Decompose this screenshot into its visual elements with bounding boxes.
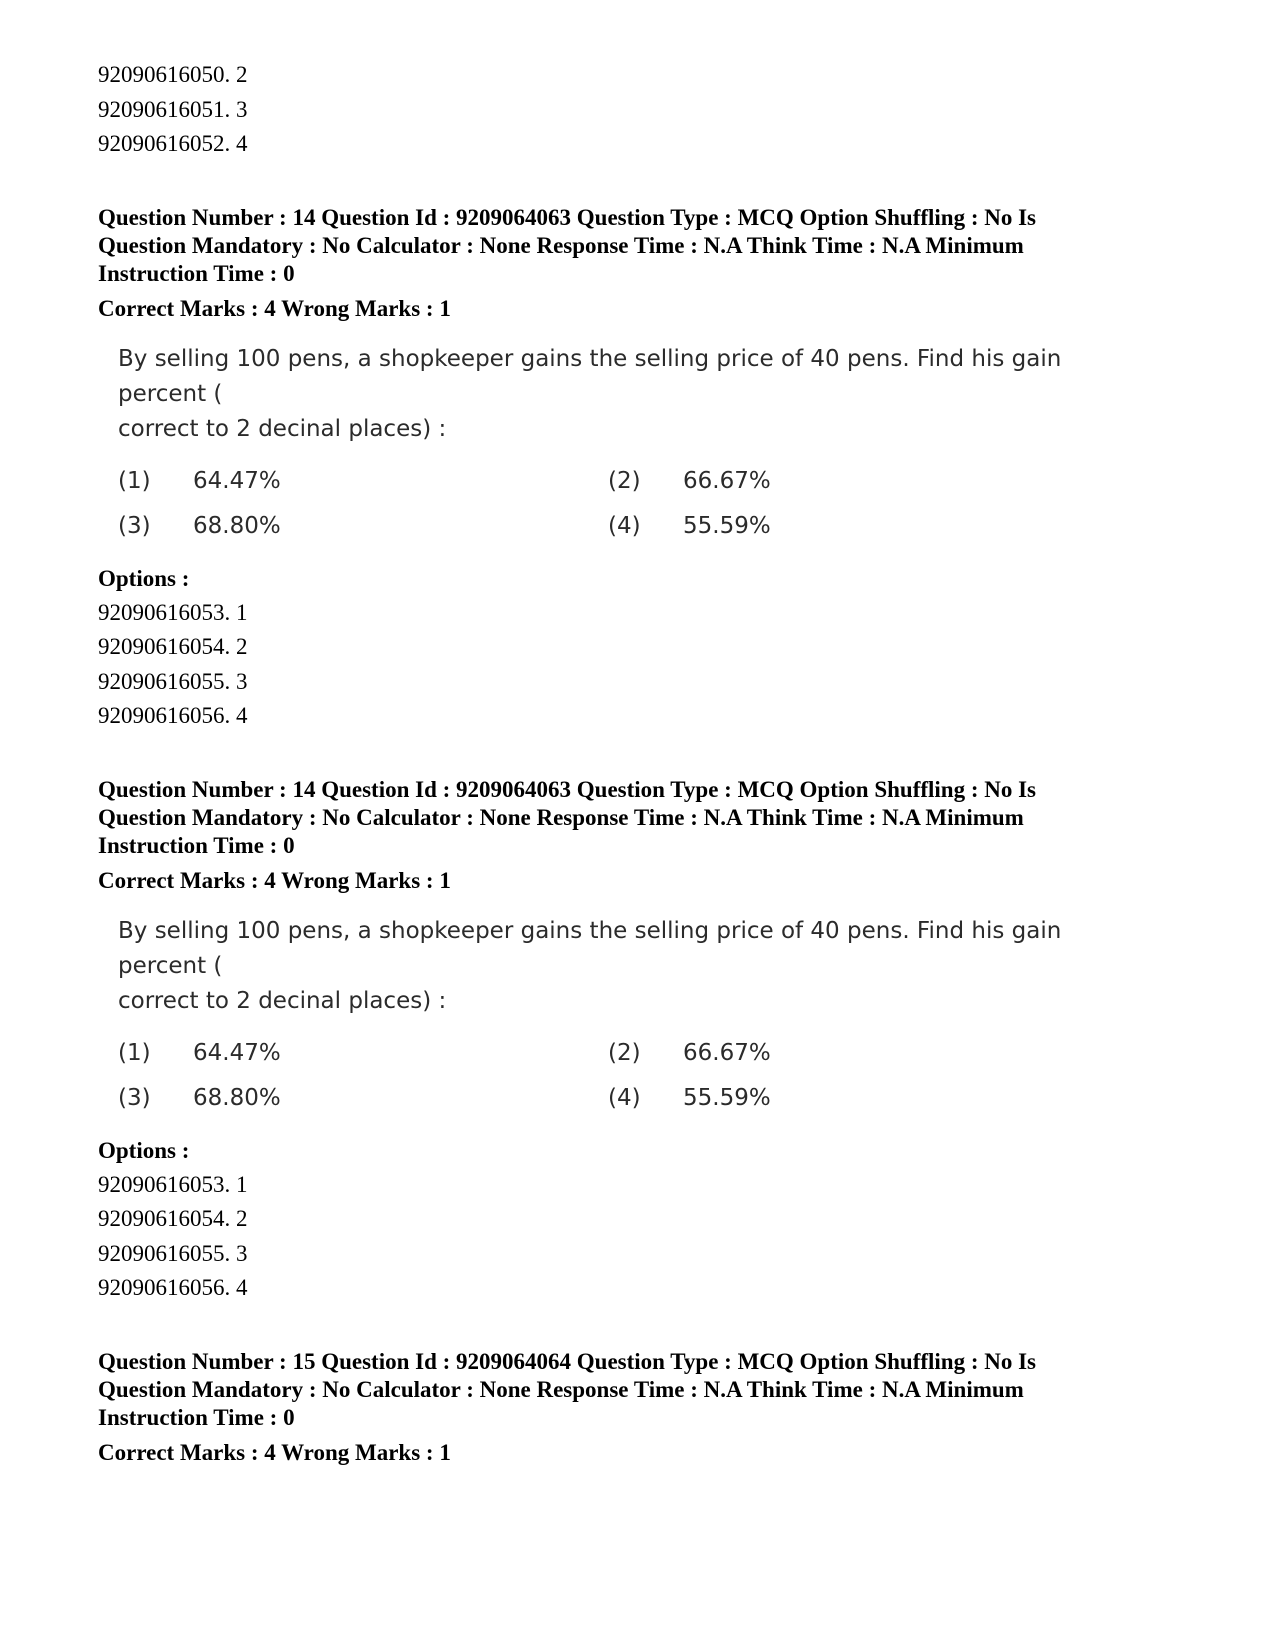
choice-number: (4) [608, 512, 641, 539]
choice-text: 64.47% [193, 467, 281, 494]
option-list-top [98, 58, 1178, 162]
answer-choices [118, 1036, 1118, 1116]
option-item: 92090616052. 4 [98, 131, 248, 156]
option-item: 92090616051. 3 [98, 96, 248, 122]
option-item: 92090616053. 1 [98, 599, 248, 625]
question-stem-line: By selling 100 pens, a shopkeeper gains the selling price of 40 pens. Find his gain percent ( [118, 917, 1062, 979]
choice-number: (1) [118, 1039, 151, 1066]
question-header [98, 776, 1178, 860]
option-item: 92090616054. 2 [98, 634, 248, 659]
option-item: 92090616054. 2 [98, 1206, 248, 1231]
answer-choices [118, 464, 1118, 544]
marks-line: Correct Marks : 4 Wrong Marks : 1 [98, 295, 451, 321]
choice-text: 64.47% [193, 1039, 281, 1066]
choice-number: (2) [608, 1039, 641, 1066]
choice-text: 55.59% [683, 512, 771, 539]
option-item: 92090616056. 4 [98, 1275, 248, 1300]
option-item: 92090616056. 4 [98, 703, 248, 728]
question-header-line: Instruction Time : 0 [98, 832, 295, 858]
answer-choice [118, 509, 608, 544]
question-block [98, 204, 1178, 734]
question-header-line: Instruction Time : 0 [98, 260, 295, 286]
option-item: 92090616050. 2 [98, 62, 248, 87]
choice-text: 55.59% [683, 1084, 771, 1111]
marks-line: Correct Marks : 4 Wrong Marks : 1 [98, 1439, 451, 1465]
options-label: Options : [98, 565, 190, 591]
question-image [118, 342, 1118, 544]
question-stem [118, 914, 1118, 1019]
question-header-line: Question Number : 15 Question Id : 9209064064 Question Type : MCQ Option Shuffling : No Is [98, 1348, 1037, 1374]
option-item: 92090616053. 1 [98, 1171, 248, 1197]
question-block [98, 1348, 1178, 1468]
choice-text: 68.80% [193, 1084, 281, 1111]
choice-number: (3) [118, 1084, 151, 1111]
question-stem-line: By selling 100 pens, a shopkeeper gains the selling price of 40 pens. Find his gain percent ( [118, 345, 1062, 407]
answer-choice [118, 1081, 608, 1116]
question-header-line: Question Mandatory : No Calculator : None Response Time : N.A Think Time : N.A Minimum [98, 1376, 1024, 1402]
spacer [98, 162, 1178, 204]
question-header [98, 1348, 1178, 1432]
question-header-line: Question Number : 14 Question Id : 9209064063 Question Type : MCQ Option Shuffling : No Is [98, 204, 1037, 230]
marks-line: Correct Marks : 4 Wrong Marks : 1 [98, 867, 451, 893]
choice-number: (4) [608, 1084, 641, 1111]
document-page [98, 58, 1178, 1468]
option-item: 92090616055. 3 [98, 668, 248, 694]
spacer [98, 734, 1178, 776]
answer-choice [608, 1036, 1098, 1071]
answer-choice [608, 464, 1098, 499]
option-list [98, 1168, 1178, 1306]
spacer [98, 1306, 1178, 1348]
answer-choice [118, 464, 608, 499]
option-item: 92090616055. 3 [98, 1240, 248, 1266]
question-stem-line: correct to 2 decinal places) : [118, 987, 447, 1014]
question-block [98, 776, 1178, 1306]
option-list [98, 596, 1178, 734]
question-header-line: Question Mandatory : No Calculator : None Response Time : N.A Think Time : N.A Minimum [98, 232, 1024, 258]
question-header-line: Question Number : 14 Question Id : 9209064063 Question Type : MCQ Option Shuffling : No Is [98, 776, 1037, 802]
question-header-line: Question Mandatory : No Calculator : None Response Time : N.A Think Time : N.A Minimum [98, 804, 1024, 830]
choice-text: 68.80% [193, 512, 281, 539]
question-stem-line: correct to 2 decinal places) : [118, 415, 447, 442]
answer-choice [608, 509, 1098, 544]
choice-number: (3) [118, 512, 151, 539]
question-header-line: Instruction Time : 0 [98, 1404, 295, 1430]
question-stem [118, 342, 1118, 447]
choice-number: (1) [118, 467, 151, 494]
question-header [98, 204, 1178, 288]
options-label: Options : [98, 1137, 190, 1163]
answer-choice [118, 1036, 608, 1071]
question-image [118, 914, 1118, 1116]
answer-choice [608, 1081, 1098, 1116]
choice-number: (2) [608, 467, 641, 494]
choice-text: 66.67% [683, 467, 771, 494]
choice-text: 66.67% [683, 1039, 771, 1066]
